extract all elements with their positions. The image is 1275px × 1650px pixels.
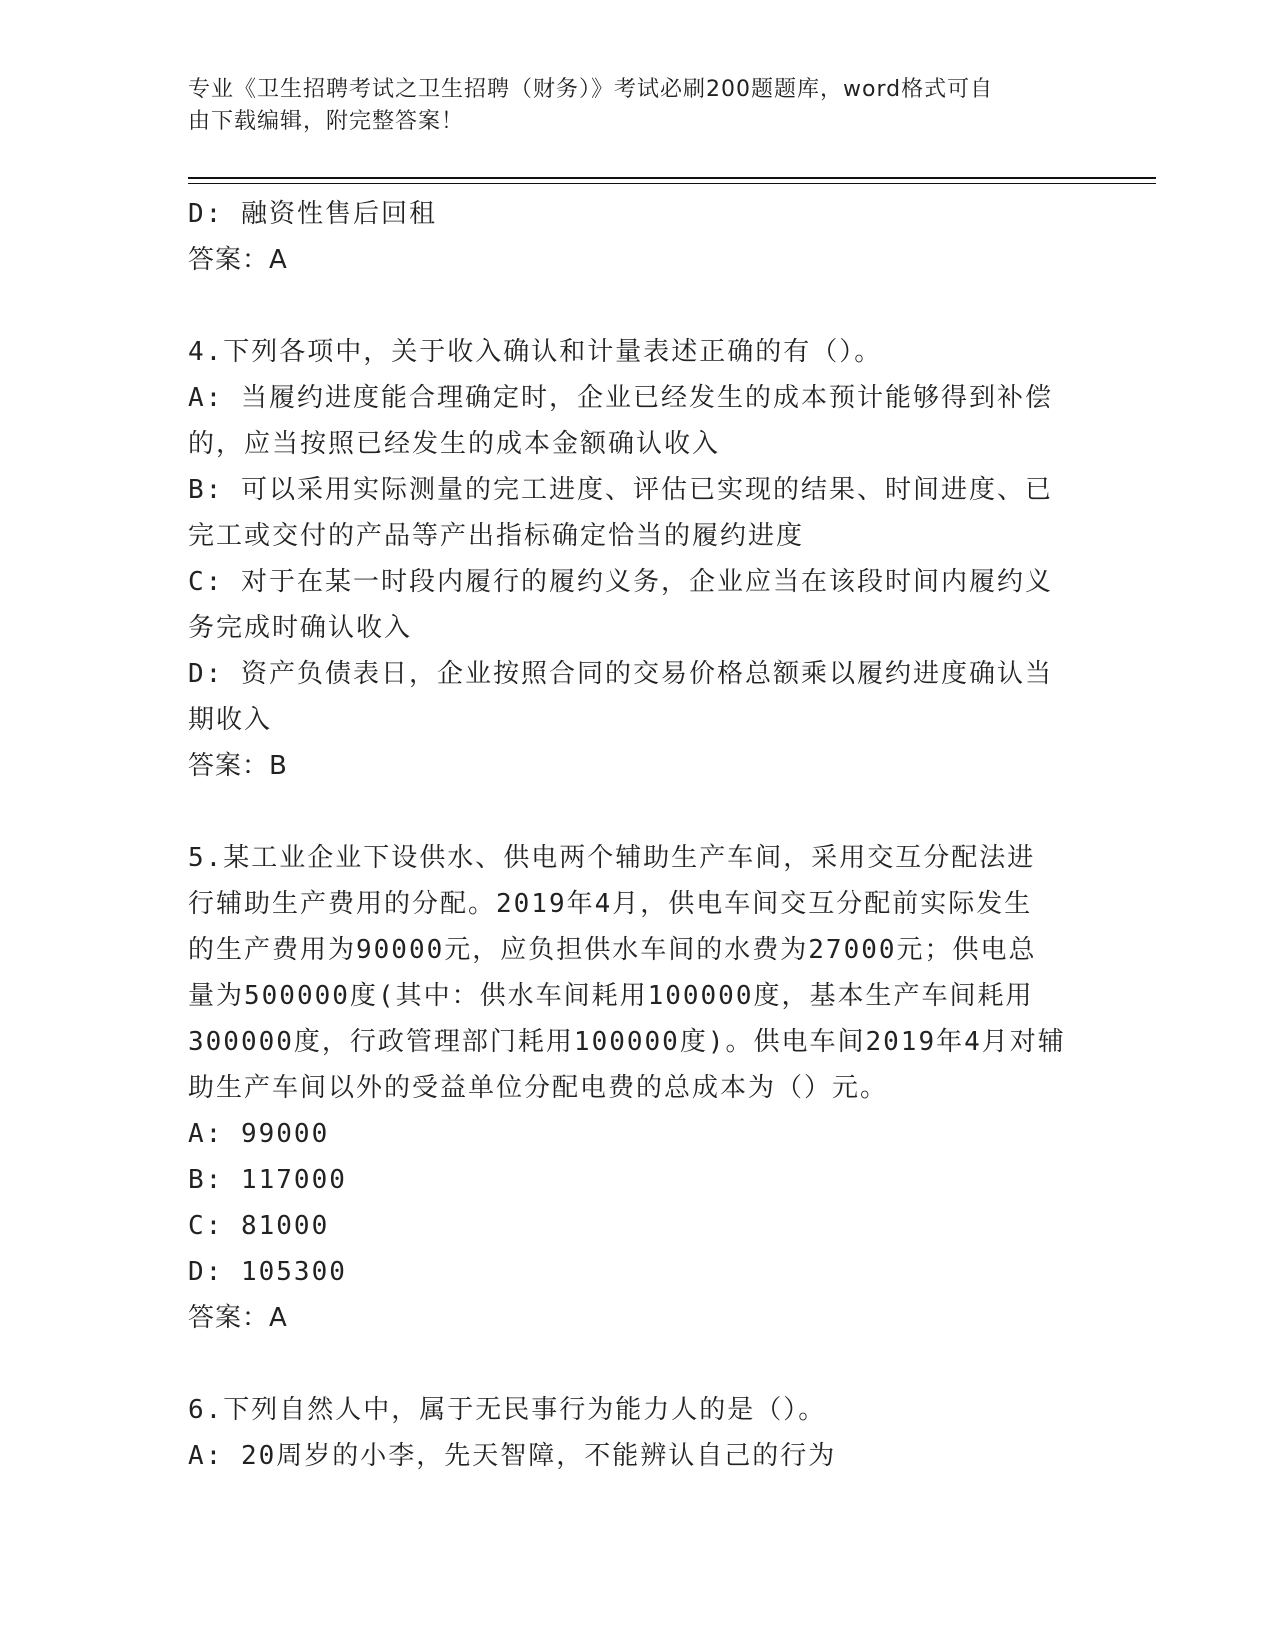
q5-stem-line6: 助生产车间以外的受益单位分配电费的总成本为（）元。 bbox=[188, 1073, 889, 1103]
q5-stem-line2: 行辅助生产费用的分配。2019年4月，供电车间交互分配前实际发生 bbox=[188, 889, 1033, 919]
spacer bbox=[188, 789, 1088, 835]
spacer bbox=[188, 1341, 1088, 1387]
q5-stem-line4: 量为500000度(其中：供水车间耗用100000度，基本生产车间耗用 bbox=[188, 981, 1034, 1011]
q4-option-a-line1: A: 当履约进度能合理确定时，企业已经发生的成本预计能够得到补偿 bbox=[188, 383, 1053, 413]
spacer bbox=[188, 283, 1088, 329]
question-4 bbox=[188, 329, 1088, 789]
q4-option-d-line2: 期收入 bbox=[188, 705, 273, 735]
q5-stem-line5: 300000度，行政管理部门耗用100000度)。供电车间2019年4月对辅 bbox=[188, 1027, 1066, 1057]
q4-answer: 答案：B bbox=[188, 751, 288, 781]
prev-answer: 答案：A bbox=[188, 245, 288, 275]
document-header bbox=[188, 74, 1078, 138]
q5-option-b: B: 117000 bbox=[188, 1165, 347, 1195]
q6-option-a: A: 20周岁的小李，先天智障，不能辨认自己的行为 bbox=[188, 1441, 837, 1471]
q5-option-c: C: 81000 bbox=[188, 1211, 330, 1241]
q5-option-a: A: 99000 bbox=[188, 1119, 330, 1149]
q4-stem: 4.下列各项中，关于收入确认和计量表述正确的有（）。 bbox=[188, 337, 883, 367]
q5-option-d: D: 105300 bbox=[188, 1257, 347, 1287]
q5-stem-line3: 的生产费用为90000元，应负担供水车间的水费为27000元；供电总 bbox=[188, 935, 1037, 965]
header-rule-thick bbox=[188, 177, 1156, 179]
q6-stem: 6.下列自然人中，属于无民事行为能力人的是（）。 bbox=[188, 1395, 827, 1425]
question-5 bbox=[188, 835, 1088, 1341]
q4-option-a-line2: 的，应当按照已经发生的成本金额确认收入 bbox=[188, 429, 721, 459]
header-line-1: 专业《卫生招聘考试之卫生招聘（财务）》考试必刷200题题库，word格式可自 bbox=[188, 77, 994, 102]
header-rule-thin bbox=[188, 183, 1156, 184]
header-line-2: 由下载编辑，附完整答案！ bbox=[188, 109, 465, 134]
prev-option-d: D: 融资性售后回租 bbox=[188, 199, 437, 229]
document-body bbox=[188, 191, 1088, 1479]
q5-answer: 答案：A bbox=[188, 1303, 288, 1333]
q5-stem-line1: 5.某工业企业下设供水、供电两个辅助生产车间，采用交互分配法进 bbox=[188, 843, 1036, 873]
question-6 bbox=[188, 1387, 1088, 1479]
q4-option-d-line1: D: 资产负债表日，企业按照合同的交易价格总额乘以履约进度确认当 bbox=[188, 659, 1053, 689]
q4-option-c-line1: C: 对于在某一时段内履行的履约义务，企业应当在该段时间内履约义 bbox=[188, 567, 1053, 597]
q4-option-b-line1: B: 可以采用实际测量的完工进度、评估已实现的结果、时间进度、已 bbox=[188, 475, 1053, 505]
q4-option-b-line2: 完工或交付的产品等产出指标确定恰当的履约进度 bbox=[188, 521, 805, 551]
q4-option-c-line2: 务完成时确认收入 bbox=[188, 613, 413, 643]
